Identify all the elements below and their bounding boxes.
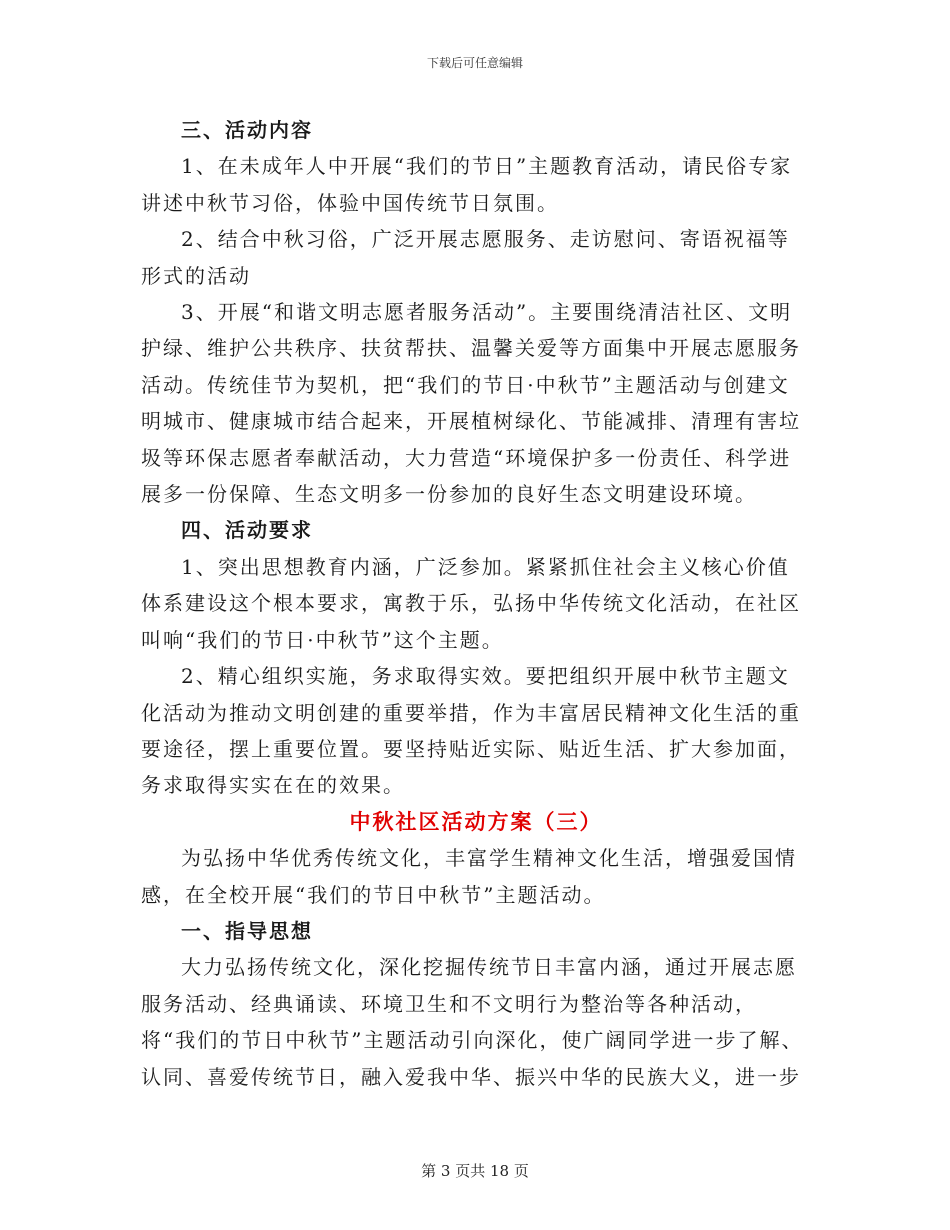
section-heading-activity-content: 三、活动内容 <box>181 118 313 142</box>
page-footer: 第 3 页共 18 页 <box>421 1162 529 1180</box>
paragraph-content-2: 2、结合中秋习俗，广泛开展志愿服务、走访慰问、寄语祝福等形式的活动 <box>141 227 790 288</box>
page-header: 下载后可任意编辑 <box>426 56 523 70</box>
document-body <box>141 112 811 1095</box>
paragraph-requirements-1: 1、突出思想教育内涵，广泛参加。紧紧抓住社会主义核心价值体系建设这个根本要求，寓教于乐，弘扬中华传统文化活动，在社区叫响“我们的节日·中秋节”这个主题。 <box>141 554 801 652</box>
paragraph-intro: 为弘扬中华优秀传统文化，丰富学生精神文化生活，增强爱国情感，在全校开展“我们的节日中秋节”主题活动。 <box>141 846 797 907</box>
paragraph-requirements-2: 2、精心组织实施，务求取得实效。要把组织开展中秋节主题文化活动为推动文明创建的重要举措，作为丰富居民精神文化生活的重要途径，摆上重要位置。要坚持贴近实际、贴近生活、扩大参加面，务求取得实实在在的效果。 <box>141 664 801 798</box>
section-heading-guiding-ideology: 一、指导思想 <box>181 918 313 943</box>
plan-title: 中秋社区活动方案（三） <box>349 808 603 834</box>
paragraph-content-3: 3、开展“和谐文明志愿者服务活动”。主要围绕清洁社区、文明护绿、维护公共秩序、扶贫帮扶、温馨关爱等方面集中开展志愿服务活动。传统佳节为契机，把“我们的节日·中秋节”主题活动与创建文明城市、健康城市结合起来，开展植树绿化、节能减排、清理有害垃圾等环保志愿者奉献活动，大力营造“环境保护多一份责任、科学进展多一份保障、生态文明多一份参加的良好生态文明建设环境。 <box>141 300 801 507</box>
paragraph-guiding-ideology: 大力弘扬传统文化，深化挖掘传统节日丰富内涵，通过开展志愿服务活动、经典诵读、环境卫生和不文明行为整治等各种活动，将“我们的节日中秋节”主题活动引向深化，使广阔同学进一步了解、认同、喜爱传统节日，融入爱我中华、振兴中华的民族大义，进一步 <box>141 955 804 1089</box>
paragraph-content-1: 1、在未成年人中开展“我们的节日”主题教育活动，请民俗专家讲述中秋节习俗，体验中国传统节日氛围。 <box>141 154 793 215</box>
section-heading-activity-requirements: 四、活动要求 <box>181 518 313 543</box>
